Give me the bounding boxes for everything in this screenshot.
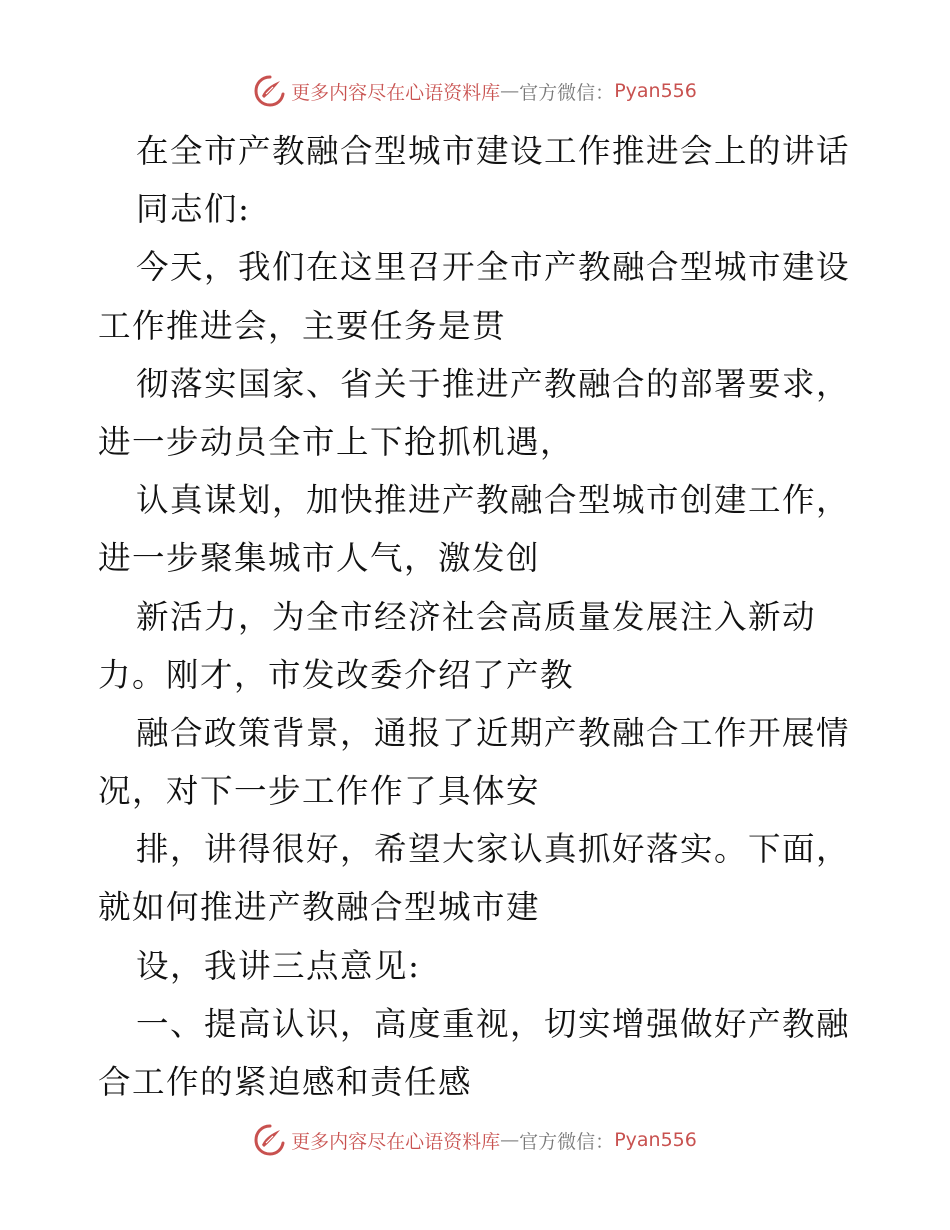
banner-dash: — <box>500 1129 520 1151</box>
footer-watermark-banner <box>0 1120 950 1160</box>
wechat-label: 官方微信： <box>519 81 615 104</box>
promo-text: 更多内容尽在心语资料库 <box>291 1130 501 1153</box>
pen-swirl-logo-icon <box>253 74 287 108</box>
pen-swirl-logo-icon <box>253 1123 287 1157</box>
body-line: 彻落实国家、省关于推进产教融合的部署要求， <box>136 364 851 403</box>
header-watermark-banner <box>0 71 950 111</box>
body-line: 融合政策背景，通报了近期产教融合工作开展情 <box>136 713 851 752</box>
body-line: 新活力，为全市经济社会高质量发展注入新动 <box>136 597 817 636</box>
section-heading-continued: 合工作的紧迫感和责任感 <box>98 1063 473 1101</box>
body-line: 设，我讲三点意见: <box>136 946 421 985</box>
speech-title: 在全市产教融合型城市建设工作推进会上的讲话 <box>136 132 851 170</box>
body-line: 就如何推进产教融合型城市建 <box>98 888 541 927</box>
body-line: 况，对下一步工作作了具体安 <box>98 772 541 811</box>
body-line: 工作推进会，主要任务是贯 <box>98 306 507 345</box>
promo-text: 更多内容尽在心语资料库 <box>291 81 501 104</box>
body-line: 今天，我们在这里召开全市产教融合型城市建设 <box>136 248 851 287</box>
body-line: 进一步动员全市上下抢抓机遇， <box>98 422 575 461</box>
banner-dash: — <box>500 80 520 102</box>
wechat-id: Pyan556 <box>614 80 697 102</box>
body-line: 力。刚才，市发改委介绍了产教 <box>98 655 575 694</box>
body-line: 认真谋划，加快推进产教融合型城市创建工作， <box>136 481 851 520</box>
wechat-label: 官方微信： <box>519 1130 615 1153</box>
wechat-id: Pyan556 <box>614 1129 697 1151</box>
body-line: 进一步聚集城市人气，激发创 <box>98 539 541 578</box>
salutation: 同志们: <box>136 190 251 229</box>
body-line: 排，讲得很好，希望大家认真抓好落实。下面， <box>136 830 851 869</box>
speech-body <box>98 122 858 1111</box>
section-heading: 一、提高认识，高度重视，切实增强做好产教融 <box>136 1004 851 1043</box>
